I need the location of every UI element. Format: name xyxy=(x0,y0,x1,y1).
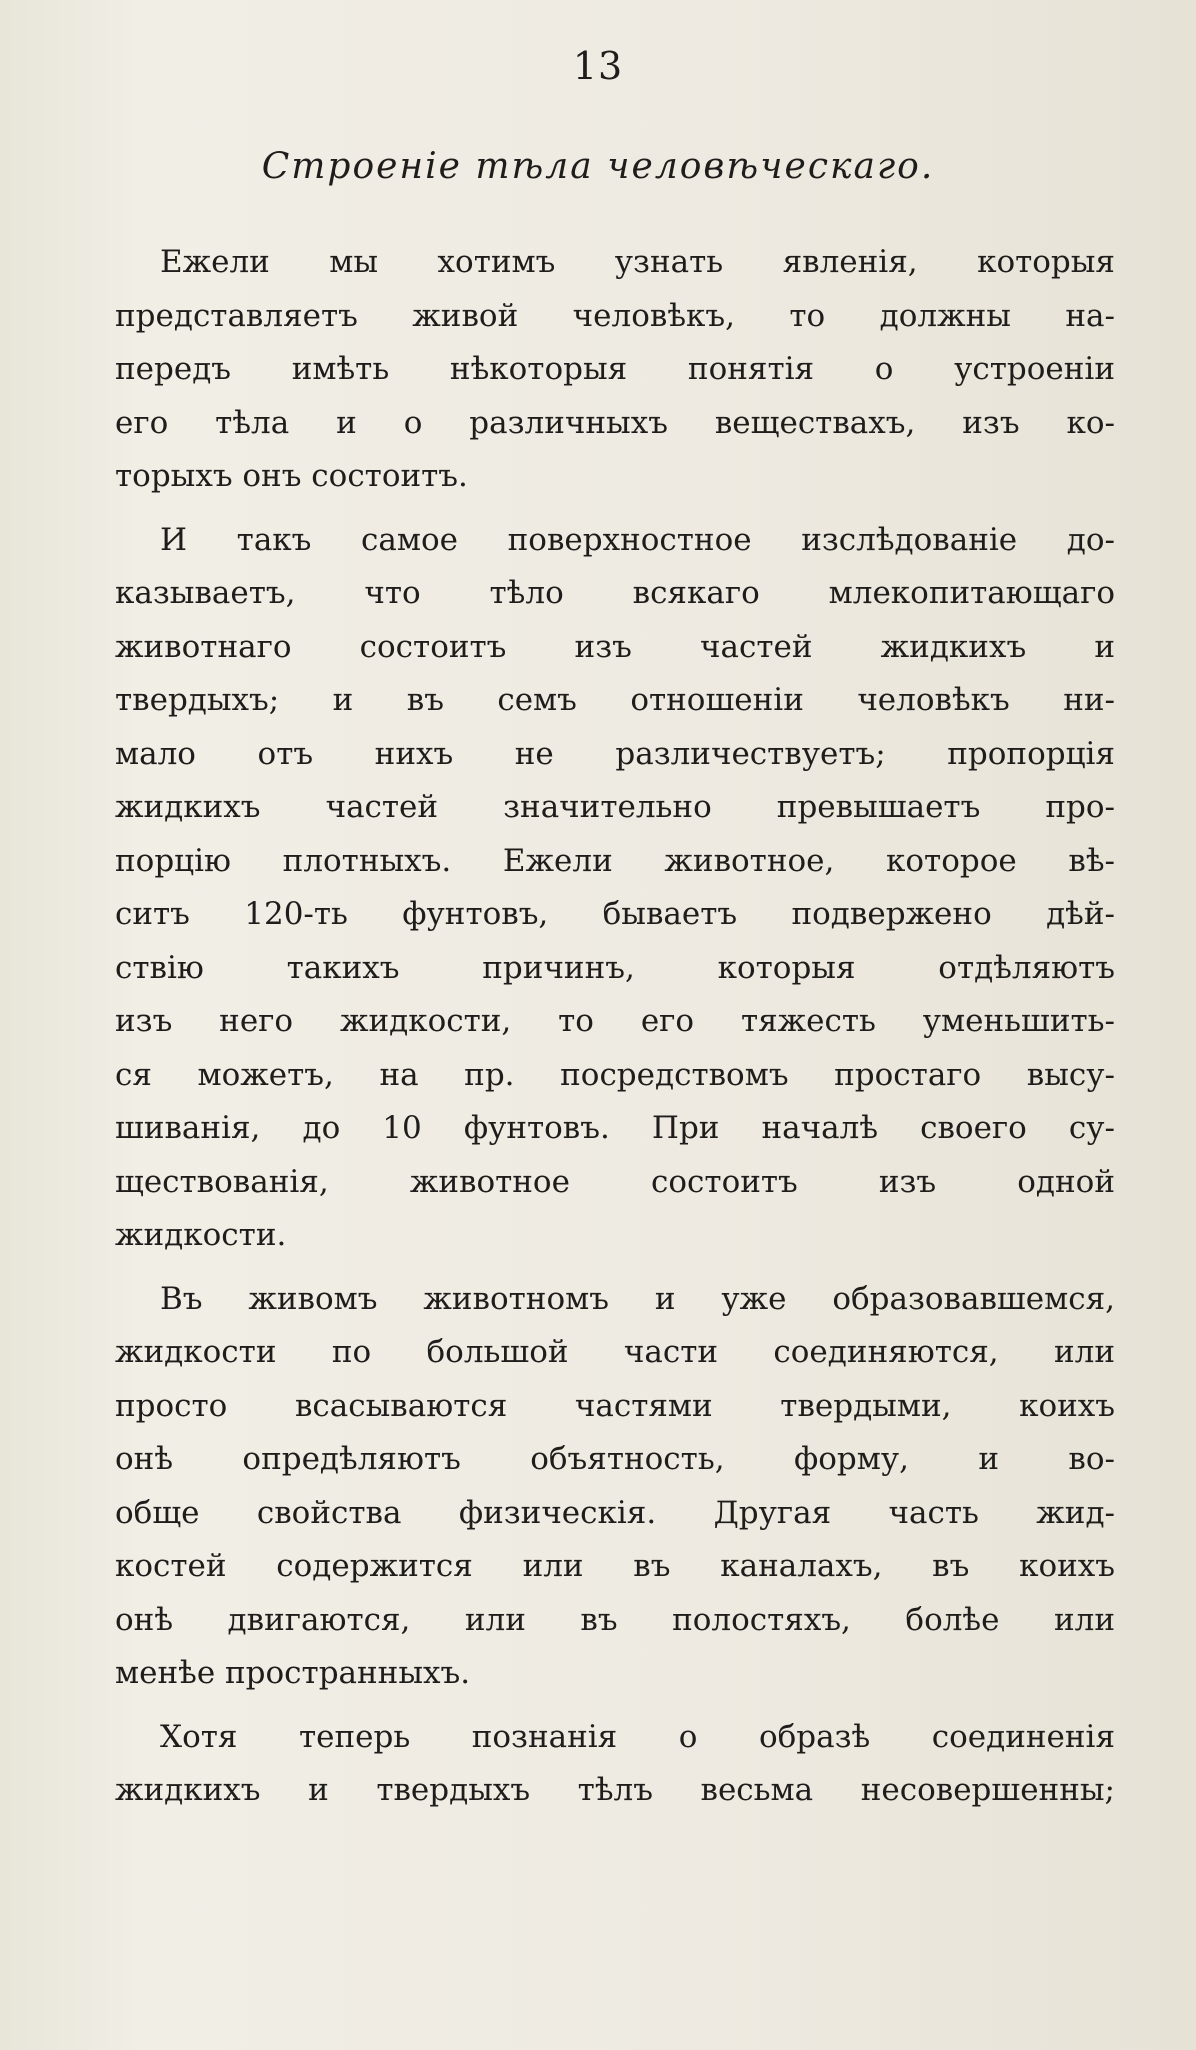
section-title: Строеніе тѣла человѣческаго. xyxy=(261,146,935,187)
text-line: жидкихъ и твердыхъ тѣлъ весьма несовершенны; xyxy=(115,1772,1115,1808)
paragraph-1 xyxy=(115,236,1115,504)
paragraph-4 xyxy=(115,1711,1115,1818)
text-line: торыхъ онъ состоитъ. xyxy=(115,458,468,494)
text-line: ся можетъ, на пр. посредствомъ простаго высу- xyxy=(115,1056,1115,1093)
paragraph-2 xyxy=(115,514,1115,1263)
text-line: жидкости. xyxy=(115,1217,287,1253)
text-line: передъ имѣть нѣкоторыя понятія о устроеніи xyxy=(115,351,1115,387)
text-line: костей содержится или въ каналахъ, въ коихъ xyxy=(115,1548,1115,1584)
text-line: онѣ опредѣляютъ объятность, форму, и во- xyxy=(115,1441,1115,1477)
text-line: ствію такихъ причинъ, которыя отдѣляютъ xyxy=(115,949,1115,986)
text-line: мало отъ нихъ не различествуетъ; пропорція xyxy=(115,735,1115,772)
page-number: 13 xyxy=(572,44,624,88)
text-line: твердыхъ; и въ семъ отношеніи человѣкъ ни- xyxy=(115,682,1115,718)
text-line: животнаго состоитъ изъ частей жидкихъ и xyxy=(115,628,1115,665)
text-line: Въ живомъ животномъ и уже образовавшемся, xyxy=(160,1280,1115,1317)
text-line: жидкости по большой части соединяются, или xyxy=(115,1334,1115,1370)
text-line: шиванія, до 10 фунтовъ. При началѣ своего су- xyxy=(115,1110,1115,1146)
text-line: просто всасываются частями твердыми, коихъ xyxy=(115,1387,1115,1424)
text-line: Ежели мы хотимъ узнать явленія, которыя xyxy=(160,244,1115,280)
text-line: представляетъ живой человѣкъ, то должны на- xyxy=(115,297,1115,334)
text-line: жидкихъ частей значительно превышаетъ про- xyxy=(115,789,1115,825)
text-line: Хотя теперь познанія о образѣ соединенія xyxy=(160,1718,1115,1755)
paragraph-3 xyxy=(115,1273,1115,1701)
text-line: обще свойства физическія. Другая часть жид- xyxy=(115,1494,1115,1531)
text-line: его тѣла и о различныхъ веществахъ, изъ ко- xyxy=(115,404,1115,441)
text-line: И такъ самое поверхностное изслѣдованіе до- xyxy=(160,521,1115,558)
body-text xyxy=(115,236,1115,1828)
text-line: казываетъ, что тѣло всякаго млекопитающаго xyxy=(115,575,1115,611)
text-line: ществованія, животное состоитъ изъ одной xyxy=(115,1163,1115,1200)
text-line: порцію плотныхъ. Ежели животное, которое вѣ- xyxy=(115,842,1115,879)
text-line: онѣ двигаются, или въ полостяхъ, болѣе или xyxy=(115,1601,1115,1638)
text-line: ситъ 120-ть фунтовъ, бываетъ подвержено дѣй- xyxy=(115,896,1115,932)
text-line: менѣе пространныхъ. xyxy=(115,1655,471,1691)
text-line: изъ него жидкости, то его тяжесть уменьшить- xyxy=(115,1003,1115,1039)
